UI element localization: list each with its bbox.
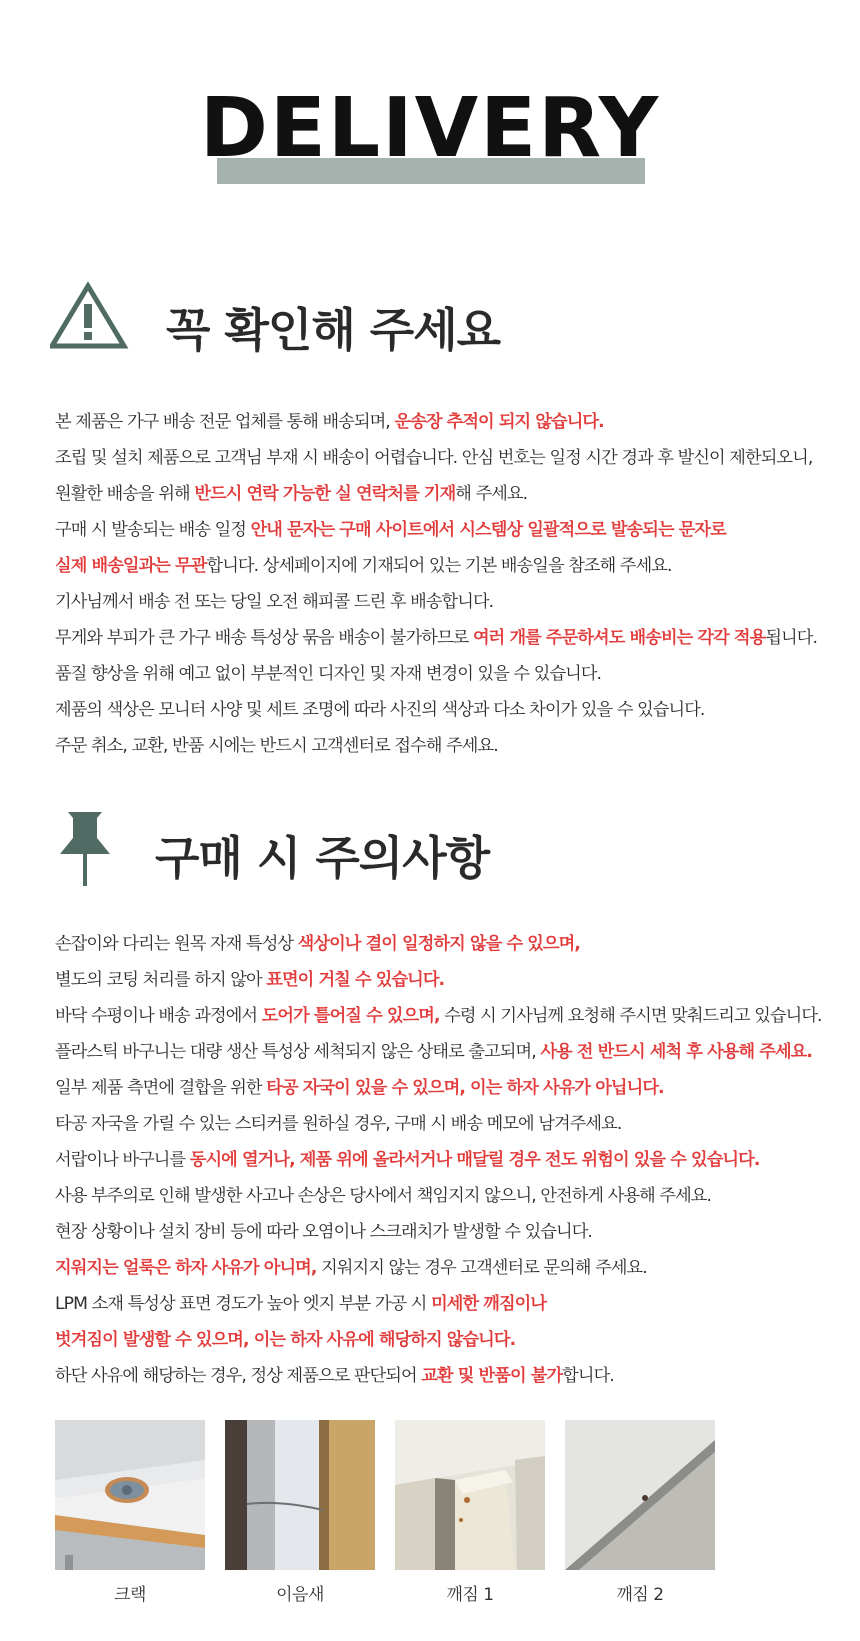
note-highlight: 벗겨짐이 발생할 수 있으며, 이는 하자 사유에 해당하지 않습니다.	[55, 1330, 516, 1350]
note-highlight: 안내 문자는 구매 사이트에서 시스템상 일괄적으로 발송되는 문자로	[250, 520, 726, 540]
note-highlight: 교환 및 반품이 불가	[421, 1366, 563, 1386]
note-highlight: 타공 자국이 있을 수 있으며, 이는 하자 사유가 아닙니다.	[266, 1078, 664, 1098]
note-line	[55, 1142, 835, 1178]
note-line	[55, 1286, 835, 1322]
note-line	[55, 404, 835, 440]
note-line	[55, 548, 835, 584]
note-highlight: 실제 배송일과는 무관	[55, 556, 207, 576]
note-text: 일부 제품 측면에 결합을 위한	[55, 1078, 267, 1098]
photo-seam	[225, 1420, 375, 1570]
photo-chip-2	[565, 1420, 715, 1570]
note-line	[55, 1034, 835, 1070]
note-text: 품질 향상을 위해 예고 없이 부분적인 디자인 및 자재 변경이 있을 수 있습니다.	[55, 664, 602, 684]
photo-caption-chip-1: 깨짐 1	[446, 1585, 494, 1605]
note-line	[55, 584, 835, 620]
section-check-heading	[50, 282, 810, 372]
note-line	[55, 998, 835, 1034]
note-line	[55, 1178, 835, 1214]
note-line	[55, 512, 835, 548]
note-highlight: 도어가 틀어질 수 있으며,	[261, 1006, 440, 1026]
note-line	[55, 926, 835, 962]
note-line	[55, 728, 835, 764]
note-line	[55, 476, 835, 512]
note-highlight: 동시에 열거나, 제품 위에 올라서거나 매달릴 경우 전도 위험이 있을 수 있습니다.	[189, 1150, 760, 1170]
note-text: 손잡이와 다리는 원목 자재 특성상	[55, 934, 298, 954]
note-text: 서랍이나 바구니를	[55, 1150, 190, 1170]
note-highlight: 운송장 추적이 되지 않습니다.	[394, 412, 604, 432]
note-line	[55, 1214, 835, 1250]
page-title: DELIVERY	[199, 81, 661, 176]
photo-caption-chip-2: 깨짐 2	[616, 1585, 664, 1605]
note-text: 별도의 코팅 처리를 하지 않아	[55, 970, 267, 990]
note-text: 기사님께서 배송 전 또는 당일 오전 해피콜 드린 후 배송합니다.	[55, 592, 494, 612]
photo-caption-seam: 이음새	[276, 1585, 324, 1605]
section-caution-title: 구매 시 주의사항	[155, 831, 490, 885]
note-line	[55, 1106, 835, 1142]
note-text: 해 주세요.	[455, 484, 528, 504]
note-text: 주문 취소, 교환, 반품 시에는 반드시 고객센터로 접수해 주세요.	[55, 736, 498, 756]
note-text: 하단 사유에 해당하는 경우, 정상 제품으로 판단되어	[55, 1366, 422, 1386]
note-text: 수령 시 기사님께 요청해 주시면 맞춰드리고 있습니다.	[439, 1006, 822, 1026]
note-text: 타공 자국을 가릴 수 있는 스티커를 원하실 경우, 구매 시 배송 메모에 남겨주세요.	[55, 1114, 622, 1134]
note-text: 원활한 배송을 위해	[55, 484, 195, 504]
note-text: 바닥 수평이나 배송 과정에서	[55, 1006, 262, 1026]
note-text: 제품의 색상은 모니터 사양 및 세트 조명에 따라 사진의 색상과 다소 차이가 있을 수 있습니다.	[55, 700, 705, 720]
photo-chip-1	[395, 1420, 545, 1570]
note-text: LPM 소재 특성상 표면 경도가 높아 엣지 부분 가공 시	[55, 1294, 432, 1314]
note-highlight: 미세한 깨짐이나	[431, 1294, 547, 1314]
note-text: 됩니다.	[765, 628, 818, 648]
note-line	[55, 656, 835, 692]
warning-triangle-icon	[50, 282, 130, 352]
note-line	[55, 440, 835, 476]
note-text: 본 제품은 가구 배송 전문 업체를 통해 배송되며,	[55, 412, 395, 432]
note-highlight: 반드시 연락 가능한 실 연락처를 기재	[194, 484, 456, 504]
note-highlight: 여러 개를 주문하셔도 배송비는 각각 적용	[472, 628, 766, 648]
note-line	[55, 1070, 835, 1106]
section-check-title: 꼭 확인해 주세요	[166, 303, 501, 357]
note-line	[55, 620, 835, 656]
note-text: 사용 부주의로 인해 발생한 사고나 손상은 당사에서 책임지지 않으니, 안전하게 사용해 주세요.	[55, 1186, 712, 1206]
note-highlight: 색상이나 결이 일정하지 않을 수 있으며,	[297, 934, 580, 954]
section-caution-notes	[55, 926, 835, 1394]
note-text: 구매 시 발송되는 배송 일정	[55, 520, 251, 540]
note-line	[55, 1250, 835, 1286]
photo-caption-crack: 크랙	[114, 1585, 146, 1605]
note-text: 합니다.	[562, 1366, 614, 1386]
title-block	[0, 78, 860, 188]
pushpin-icon	[50, 810, 120, 890]
note-line	[55, 1322, 835, 1358]
note-line	[55, 692, 835, 728]
note-text: 조립 및 설치 제품으로 고객님 부재 시 배송이 어렵습니다. 안심 번호는 일정 시간 경과 후 발신이 제한되오니,	[55, 448, 813, 468]
note-line	[55, 1358, 835, 1394]
section-check-notes	[55, 404, 835, 764]
photo-crack	[55, 1420, 205, 1570]
note-text: 플라스틱 바구니는 대량 생산 특성상 세척되지 않은 상태로 출고되며,	[55, 1042, 541, 1062]
note-highlight: 표면이 거칠 수 있습니다.	[266, 970, 445, 990]
section-caution-heading	[50, 810, 810, 900]
note-highlight: 지워지는 얼룩은 하자 사유가 아니며,	[55, 1258, 317, 1278]
note-text: 현장 상황이나 설치 장비 등에 따라 오염이나 스크래치가 발생할 수 있습니다.	[55, 1222, 592, 1242]
note-text: 무게와 부피가 큰 가구 배송 특성상 묶음 배송이 불가하므로	[55, 628, 473, 648]
note-highlight: 사용 전 반드시 세척 후 사용해 주세요.	[540, 1042, 813, 1062]
note-line	[55, 962, 835, 998]
note-text: 지워지지 않는 경우 고객센터로 문의해 주세요.	[316, 1258, 647, 1278]
defect-photo-gallery	[55, 1420, 755, 1620]
note-text: 합니다. 상세페이지에 기재되어 있는 기본 배송일을 참조해 주세요.	[206, 556, 672, 576]
